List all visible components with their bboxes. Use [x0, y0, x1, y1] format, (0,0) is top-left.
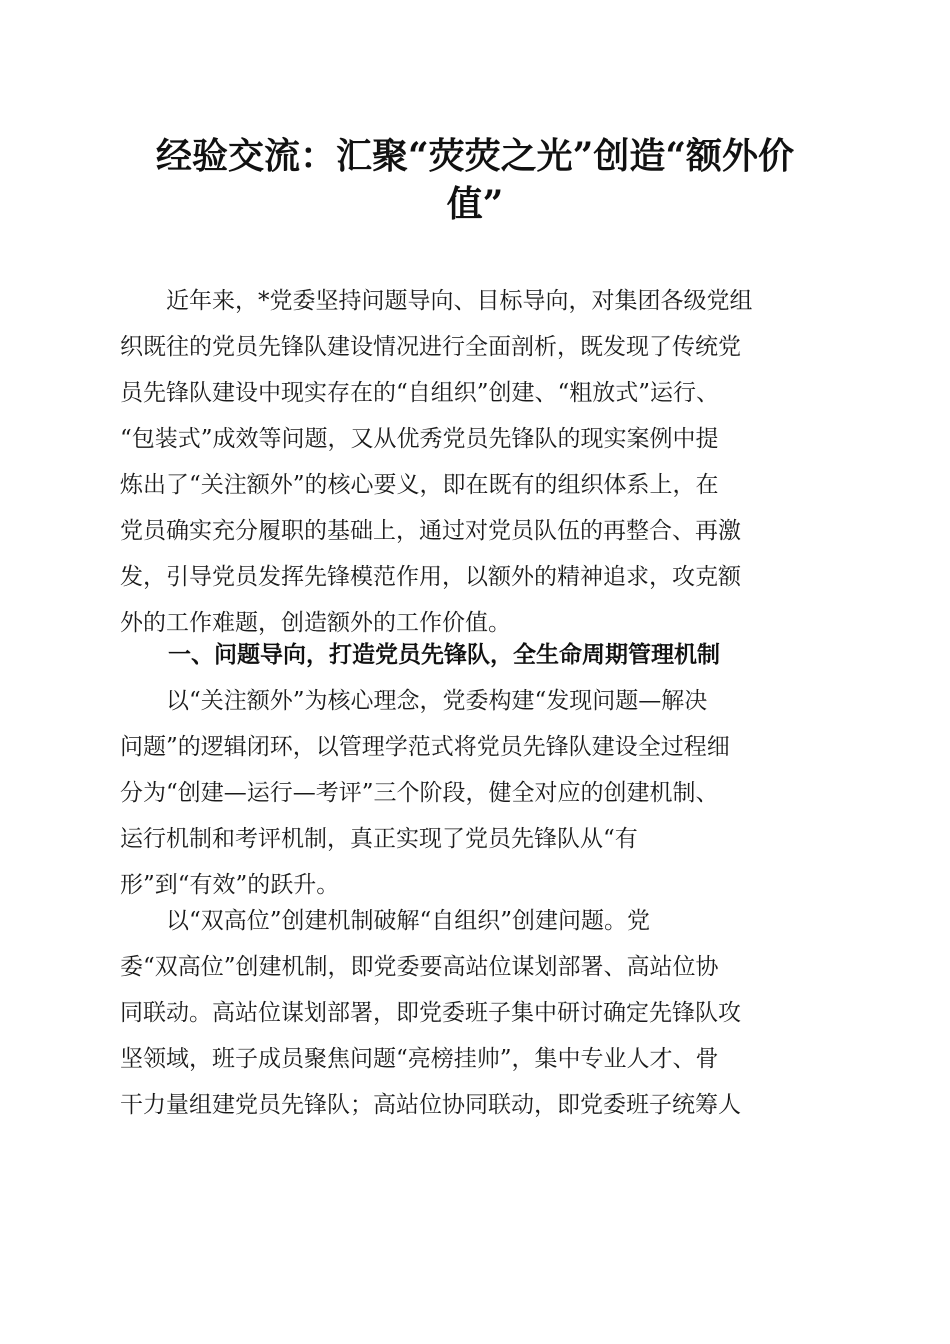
paragraph-line: 干力量组建党员先锋队；高站位协同联动，即党委班子统筹人 — [120, 1092, 741, 1118]
paragraph-line: 以“关注额外”为核心理念，党委构建“发现问题—解决 — [120, 688, 708, 714]
paragraph-line: 分为“创建—运行—考评”三个阶段，健全对应的创建机制、 — [120, 780, 719, 806]
paragraph-line: 以“双高位”创建机制破解“自组织”创建问题。党 — [120, 908, 651, 934]
paragraph-line: 问题”的逻辑闭环，以管理学范式将党员先锋队建设全过程细 — [120, 734, 730, 760]
paragraph-line: 坚领域，班子成员聚焦问题“亮榜挂帅”，集中专业人才、骨 — [120, 1046, 719, 1072]
paragraph-line: 近年来，*党委坚持问题导向、目标导向，对集团各级党组 — [120, 288, 753, 314]
paragraph-line: 运行机制和考评机制，真正实现了党员先锋队从“有 — [120, 826, 638, 852]
paragraph-line: 员先锋队建设中现实存在的“自组织”创建、“粗放式”运行、 — [120, 380, 720, 406]
paragraph-line: 发，引导党员发挥先锋模范作用，以额外的精神追求，攻克额 — [120, 564, 741, 590]
paragraph-dual-high — [120, 898, 840, 1128]
paragraph-line: 炼出了“关注额外”的核心要义，即在既有的组织体系上，在 — [120, 472, 719, 498]
paragraph-line: 外的工作难题，创造额外的工作价值。 — [120, 610, 511, 636]
title-line: 经验交流：汇聚“荧荧之光”创造“额外价 — [155, 135, 795, 177]
paragraph-line: 委“双高位”创建机制，即党委要高站位谋划部署、高站位协 — [120, 954, 719, 980]
paragraph-line: “包装式”成效等问题，又从优秀党员先锋队的现实案例中提 — [120, 426, 719, 452]
paragraph-line: 形”到“有效”的跃升。 — [120, 872, 340, 898]
paragraph-core-concept — [120, 678, 840, 908]
document-title — [120, 132, 830, 228]
paragraph-line: 织既往的党员先锋队建设情况进行全面剖析，既发现了传统党 — [120, 334, 741, 360]
paragraph-line: 党员确实充分履职的基础上，通过对党员队伍的再整合、再激 — [120, 518, 741, 544]
paragraph-line: 同联动。高站位谋划部署，即党委班子集中研讨确定先锋队攻 — [120, 1000, 741, 1026]
section-heading: 一、问题导向，打造党员先锋队，全生命周期管理机制 — [168, 642, 720, 668]
paragraph-intro — [120, 278, 840, 646]
title-line: 值” — [446, 183, 504, 225]
